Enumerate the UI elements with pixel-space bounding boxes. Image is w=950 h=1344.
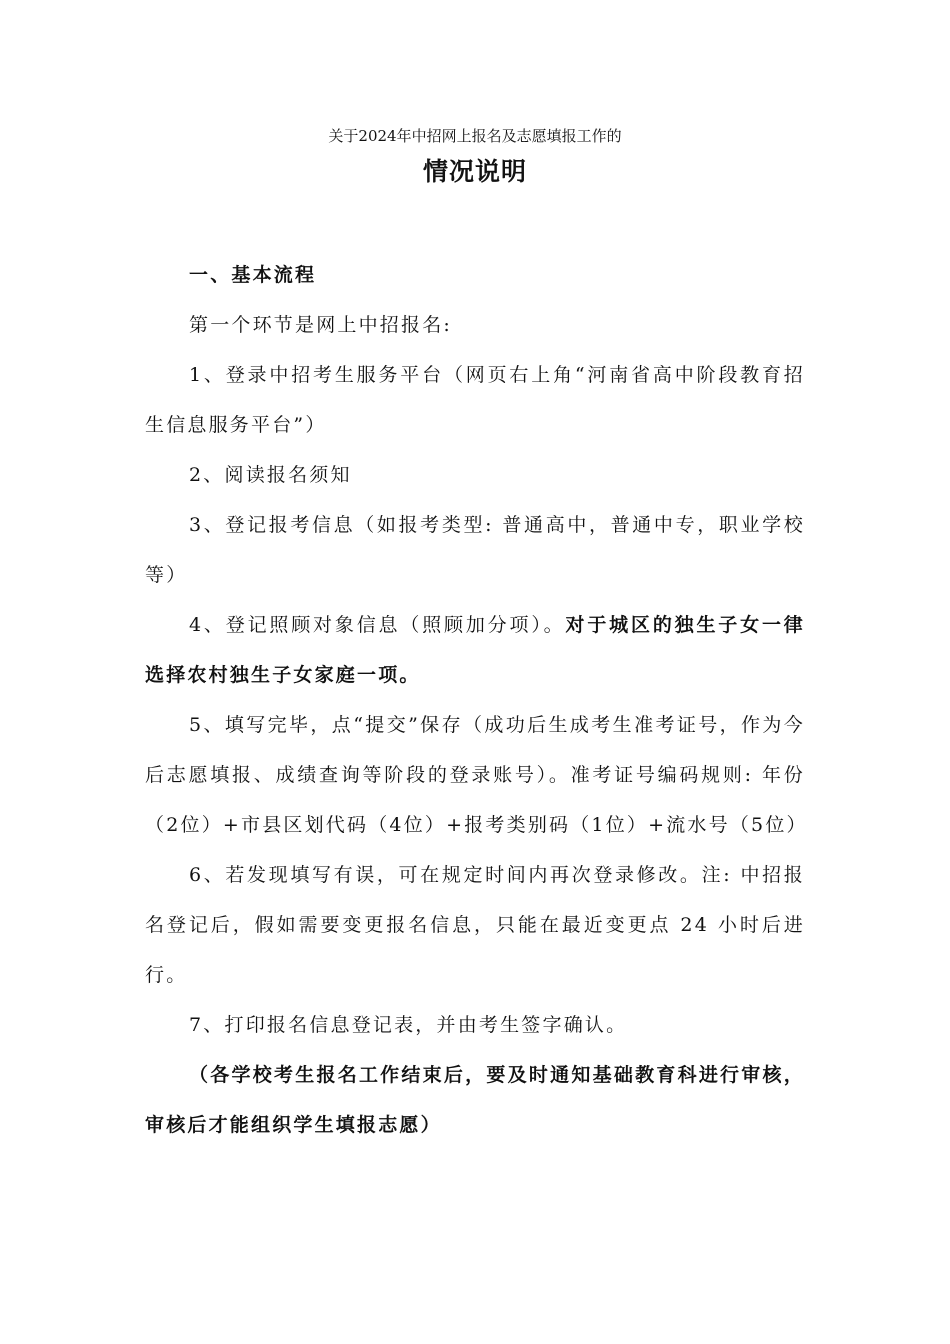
step-7: 7、打印报名信息登记表，并由考生签字确认。 (189, 1014, 628, 1036)
document-subtitle: 关于2024年中招网上报名及志愿填报工作的 (328, 127, 622, 145)
closing-note: （各学校考生报名工作结束后，要及时通知基础教育科进行审核，审核后才能组织学生填报志愿） (145, 1064, 805, 1136)
intro-paragraph: 第一个环节是网上中招报名: (189, 314, 453, 336)
section-heading: 一、基本流程 (189, 264, 317, 286)
step-5: 5、填写完毕，点“提交”保存（成功后生成考生准考证号，作为今后志愿填报、成绩查询等阶段的登录账号）。准考证号编码规则: 年份（2位）+市县区划代码（4位）+报考类别码（1位）+流水号（5位） (145, 714, 808, 836)
step-4-text: 4、登记照顾对象信息（照顾加分项）。 (189, 614, 566, 636)
document-title: 情况说明 (422, 157, 527, 186)
step-2: 2、阅读报名须知 (189, 464, 352, 486)
step-6: 6、若发现填写有误，可在规定时间内再次登录修改。注: 中招报名登记后，假如需要变更报名信息，只能在最近变更点 24 小时后进行。 (145, 864, 805, 986)
document-body (145, 250, 808, 1150)
step-1: 1、登录中招考生服务平台（网页右上角“河南省高中阶段教育招生信息服务平台”） (145, 364, 805, 436)
step-3: 3、登记报考信息（如报考类型: 普通高中，普通中专，职业学校等） (145, 514, 805, 586)
step-4 (145, 600, 805, 700)
step-4-emphasis: 对于城区的独生子女一律选择农村独生子女家庭一项。 (145, 614, 805, 686)
